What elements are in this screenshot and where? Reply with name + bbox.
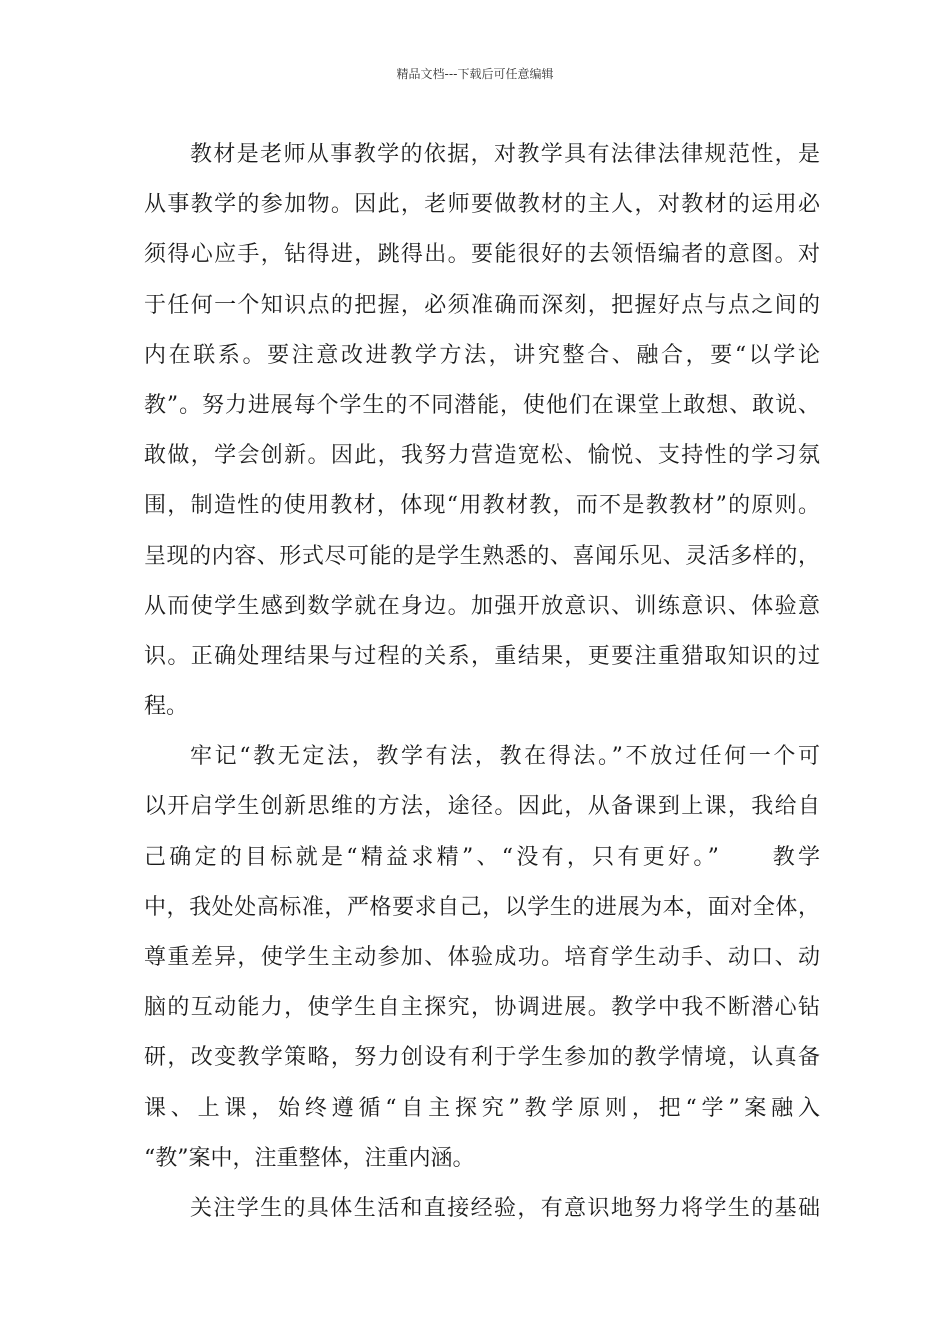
- paragraph-2-line-8: 课、上课，始终遵循“自主探究”教学原则，把“学”案融入: [144, 1095, 820, 1121]
- paragraph-2-line-4: 中，我处处高标准，严格要求自己，以学生的进展为本，面对全体，: [144, 894, 820, 920]
- paragraph-2-line-6: 脑的互动能力，使学生自主探究，协调进展。教学中我不断潜心钻: [144, 995, 820, 1021]
- paragraph-3-line-1: 关注学生的具体生活和直接经验，有意识地努力将学生的基础: [190, 1195, 820, 1221]
- paragraph-2-line-2: 以开启学生创新思维的方法，途径。因此，从备课到上课，我给自: [144, 794, 820, 820]
- paragraph-2-line-3: 己确定的目标就是“精益求精”、“没有，只有更好。” 教学: [144, 844, 820, 870]
- paragraph-1-line-7: 敢做，学会创新。因此，我努力营造宽松、愉悦、支持性的学习氛: [144, 443, 820, 469]
- paragraph-1-line-3: 须得心应手，钻得进，跳得出。要能很好的去领悟编者的意图。对: [144, 242, 820, 268]
- paragraph-1-line-2: 从事教学的参加物。因此，老师要做教材的主人，对教材的运用必: [144, 192, 820, 218]
- paragraph-1-line-6: 教”。努力进展每个学生的不同潜能，使他们在课堂上敢想、敢说、: [144, 392, 820, 418]
- paragraph-2-line-7: 研，改变教学策略，努力创设有利于学生参加的教学情境，认真备: [144, 1045, 820, 1071]
- paragraph-2-line-1: 牢记“教无定法，教学有法，教在得法。”不放过任何一个可: [190, 744, 820, 770]
- paragraph-1-line-4: 于任何一个知识点的把握，必须准确而深刻，把握好点与点之间的: [144, 292, 820, 318]
- paragraph-1-line-5: 内在联系。要注意改进教学方法，讲究整合、融合，要“以学论: [144, 342, 820, 368]
- paragraph-1-line-1: 教材是老师从事教学的依据，对教学具有法律法律规范性，是: [190, 142, 820, 167]
- paragraph-1-line-10: 从而使学生感到数学就在身边。加强开放意识、训练意识、体验意: [144, 593, 820, 619]
- page-header: 精品文档---下载后可任意编辑: [396, 67, 554, 81]
- paragraph-2-line-5: 尊重差异，使学生主动参加、体验成功。培育学生动手、动口、动: [144, 945, 820, 970]
- paragraph-1-line-9: 呈现的内容、形式尽可能的是学生熟悉的、喜闻乐见、灵活多样的，: [144, 543, 820, 569]
- paragraph-1-line-8: 围，制造性的使用教材，体现“用教材教，而不是教教材”的原则。: [144, 493, 820, 519]
- document-body: [144, 130, 820, 1234]
- paragraph-2-line-9: “教”案中，注重整体，注重内涵。: [144, 1145, 475, 1171]
- paragraph-1-line-12: 程。: [144, 694, 189, 720]
- paragraph-1-line-11: 识。正确处理结果与过程的关系，重结果，更要注重猎取知识的过: [144, 643, 820, 669]
